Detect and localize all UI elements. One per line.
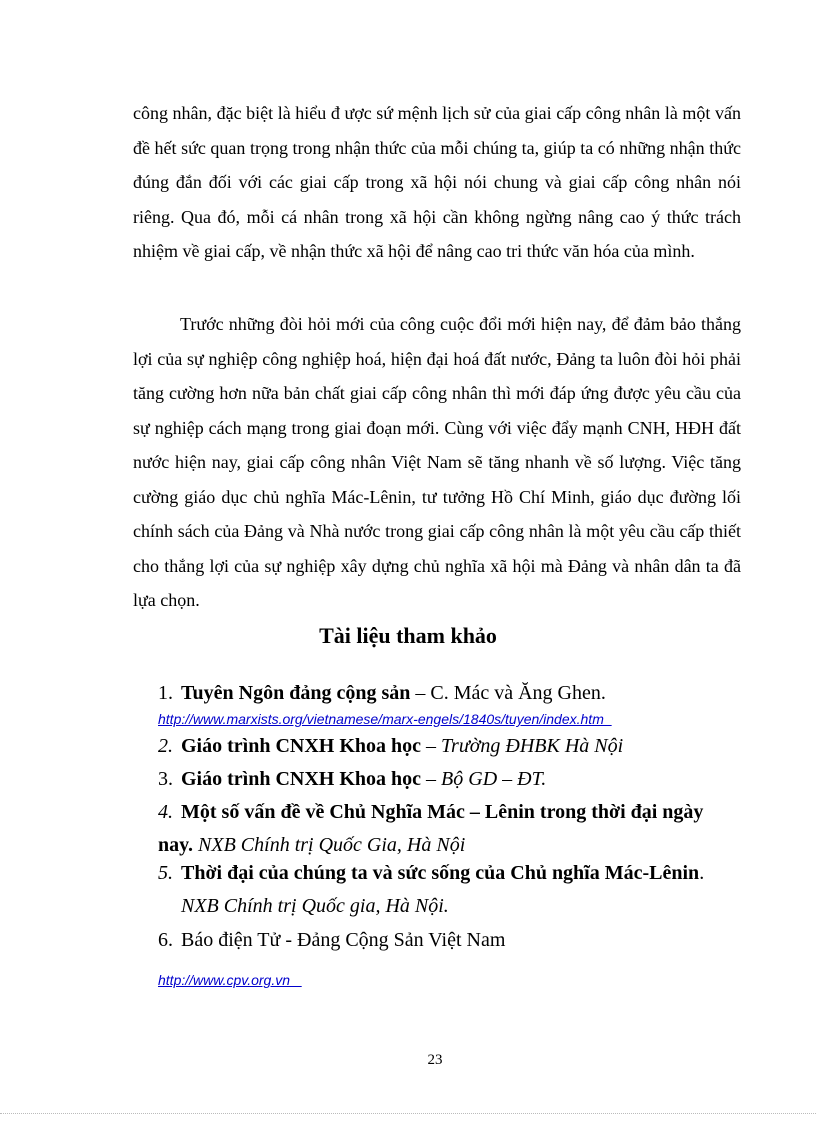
reference-separator: – (421, 768, 442, 790)
reference-title: Tuyên Ngôn đảng cộng sản (181, 682, 411, 704)
reference-title: Một số vấn đề về Chủ Nghĩa Mác – Lênin trong thời đại ngày (181, 801, 704, 823)
reference-title: Báo điện Tử - Đảng Cộng Sản Việt Nam (181, 929, 506, 951)
reference-separator: – (421, 735, 442, 757)
page-bottom-divider (0, 1113, 816, 1114)
body-paragraph-1: công nhân, đặc biệt là hiểu đ ược sứ mệnh lịch sử của giai cấp công nhân là một vấn đề hết sức quan trọng trong nhận thức của mỗi chúng ta, giúp ta có những nhận thức đúng đắn đối với các giai cấp trong xã hội nói chung và giai cấp công nhân nói riêng. Qua đó, mỗi cá nhân trong xã hội cần không ngừng nâng cao ý thức trách nhiệm về giai cấp, về nhận thức xã hội để nâng cao tri thức văn hóa của mình. (133, 103, 741, 261)
reference-publisher: NXB Chính trị Quốc gia, Hà Nội. (181, 895, 449, 917)
reference-title: Thời đại của chúng ta và sức sống của Chủ nghĩa Mác-Lênin (181, 862, 700, 884)
reference-author: C. Mác và Ăng Ghen. (430, 682, 606, 704)
reference-item-3 (158, 763, 758, 796)
body-paragraph-2: Trước những đòi hỏi mới của công cuộc đổi mới hiện nay, để đảm bảo thắng lợi của sự nghiệp công nghiệp hoá, hiện đại hoá đất nước, Đảng ta luôn đòi hỏi phải tăng cường hơn nữa bản chất giai cấp công nhân thì mới đáp ứng được yêu cầu của sự nghiệp cách mạng trong giai đoạn mới. Cùng với việc đẩy mạnh CNH, HĐH đất nước hiện nay, giai cấp công nhân Việt Nam sẽ tăng nhanh về số lượng. Việc tăng cường giáo dục chủ nghĩa Mác-Lênin, tư tưởng Hồ Chí Minh, giáo dục đường lối chính sách của Đảng và Nhà nước trong giai cấp công nhân là một yêu cầu cấp thiết cho thắng lợi của sự nghiệp xây dựng chủ nghĩa xã hội mà Đảng và nhân dân ta đã lựa chọn. (133, 314, 741, 610)
reference-number: 2. (158, 735, 173, 757)
reference-title: Giáo trình CNXH Khoa học (181, 735, 422, 757)
reference-item-5 (158, 857, 758, 923)
page-number: 23 (427, 1052, 443, 1068)
reference-number: 6. (158, 929, 173, 951)
reference-title-continued: nay. (158, 834, 194, 856)
reference-title: Giáo trình CNXH Khoa học (181, 768, 422, 790)
reference-number: 4. (158, 801, 173, 823)
reference-author: Bộ GD – ĐT. (441, 768, 547, 790)
reference-author: Trường ĐHBK Hà Nội (441, 735, 624, 757)
reference-publisher: NXB Chính trị Quốc Gia, Hà Nội (193, 834, 466, 856)
reference-item-1 (158, 677, 758, 710)
reference-number: 3. (158, 768, 173, 790)
reference-link-marxists[interactable]: http://www.marxists.org/vietnamese/marx-engels/1840s/tuyen/index.htm (158, 711, 612, 727)
references-heading: Tài liệu tham khảo (319, 623, 497, 648)
reference-number: 5. (158, 862, 173, 884)
reference-item-6 (158, 924, 758, 957)
reference-separator: – (410, 682, 431, 704)
reference-number: 1. (158, 682, 173, 704)
reference-separator: . (699, 862, 705, 884)
reference-item-2 (158, 730, 758, 763)
reference-item-4 (158, 796, 758, 862)
reference-link-cpv[interactable]: http://www.cpv.org.vn (158, 972, 302, 988)
